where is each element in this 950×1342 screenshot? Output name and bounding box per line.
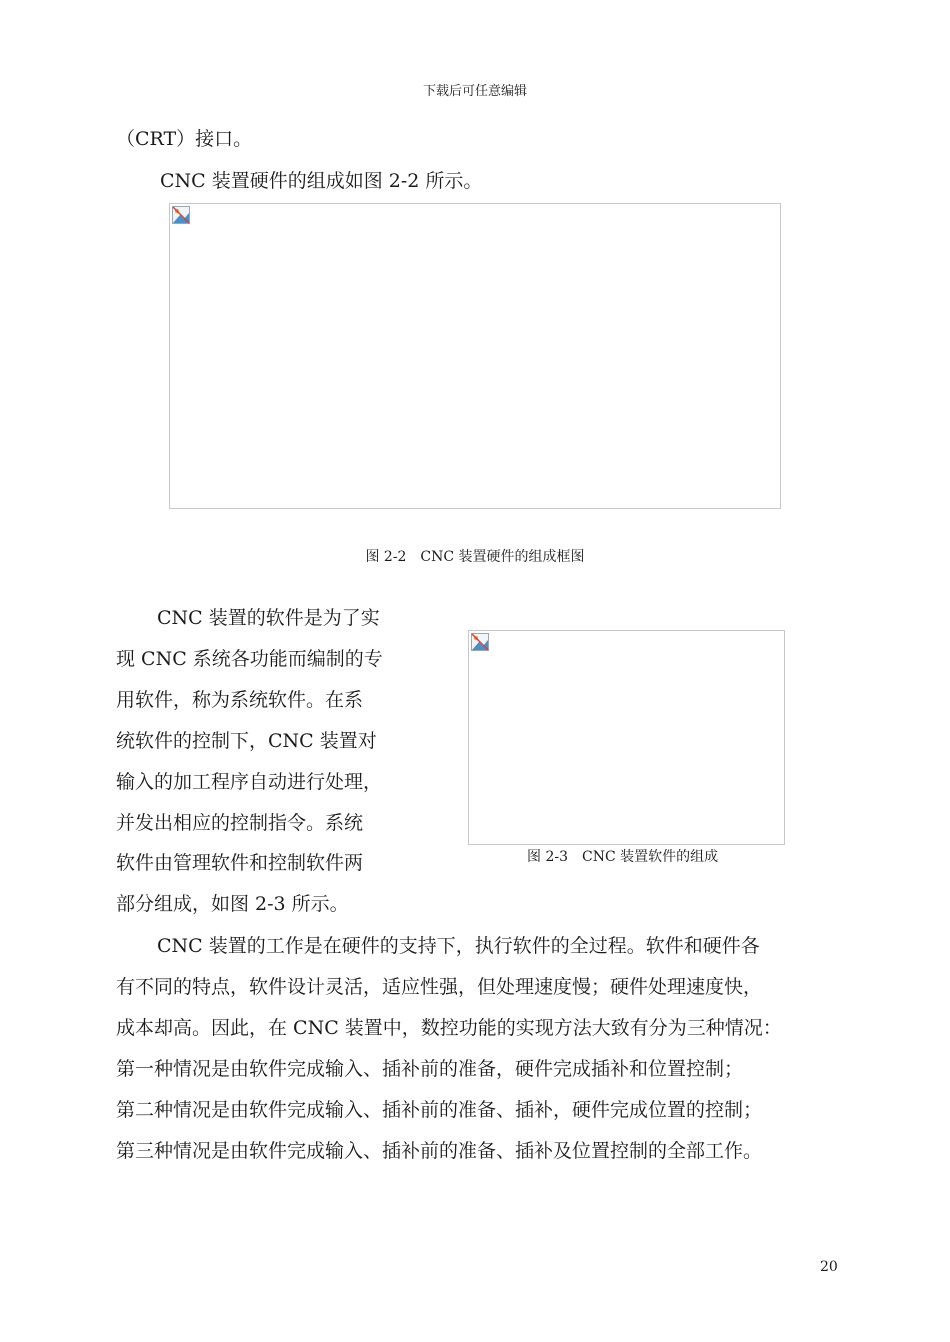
left-column-line: 统软件的控制下，CNC 装置对 [116, 730, 377, 752]
broken-image-icon [172, 206, 190, 224]
figure-2-3-caption: 图 2-3 CNC 装置软件的组成 [527, 849, 719, 865]
left-column-line: 部分组成，如图 2-3 所示。 [116, 893, 349, 915]
paragraph-line: CNC 装置的工作是在硬件的支持下，执行软件的全过程。软件和硬件各 [157, 935, 760, 957]
paragraph-line: 有不同的特点，软件设计灵活，适应性强，但处理速度慢；硬件处理速度快， [116, 976, 763, 998]
left-column-line: 用软件，称为系统软件。在系 [116, 689, 364, 711]
paragraph-line: 第一种情况是由软件完成输入、插补前的准备，硬件完成插补和位置控制； [116, 1058, 744, 1080]
figure-2-3-image [468, 630, 785, 845]
left-column-line: 并发出相应的控制指令。系统 [116, 812, 364, 834]
figure-2-2-caption: 图 2-2 CNC 装置硬件的组成框图 [365, 549, 585, 565]
page-number: 20 [820, 1259, 838, 1275]
broken-image-icon [471, 633, 489, 651]
left-column-line: 输入的加工程序自动进行处理， [116, 771, 383, 793]
paragraph-line: 成本却高。因此，在 CNC 装置中，数控功能的实现方法大致有分为三种情况： [116, 1017, 782, 1039]
left-column-line: 软件由管理软件和控制软件两 [116, 852, 364, 874]
paragraph-line: （CRT）接口。 [116, 128, 253, 150]
left-column-line: 现 CNC 系统各功能而编制的专 [116, 648, 383, 670]
paragraph-line: 第二种情况是由软件完成输入、插补前的准备、插补，硬件完成位置的控制； [116, 1099, 763, 1121]
page-header: 下载后可任意编辑 [422, 84, 527, 99]
paragraph-line: CNC 装置硬件的组成如图 2-2 所示。 [160, 170, 483, 192]
left-column-line: CNC 装置的软件是为了实 [157, 607, 380, 629]
figure-2-2-image [169, 203, 781, 509]
paragraph-line: 第三种情况是由软件完成输入、插补前的准备、插补及位置控制的全部工作。 [116, 1140, 763, 1162]
